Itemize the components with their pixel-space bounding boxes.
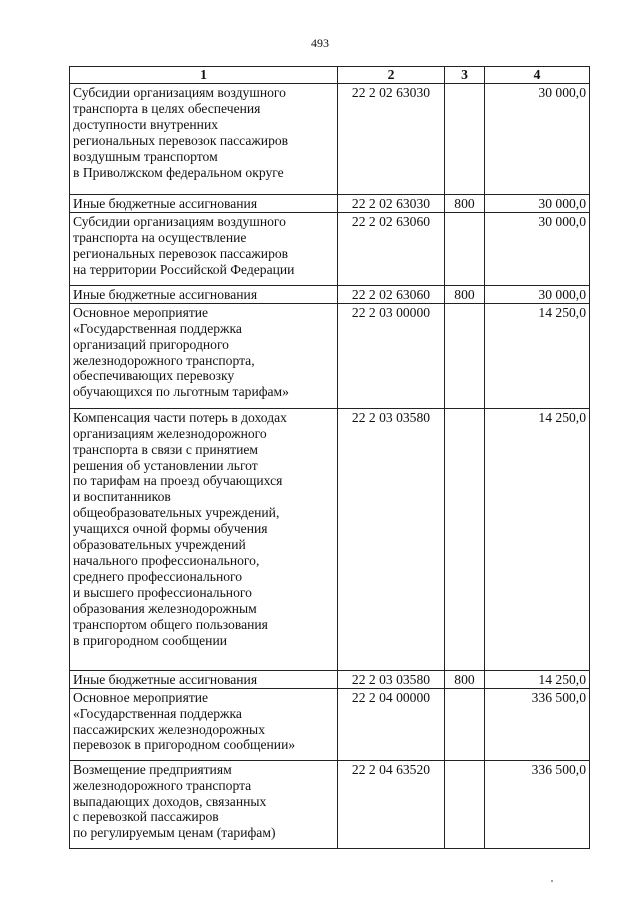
table-row	[70, 195, 590, 213]
row-code: 22 2 03 03580	[338, 408, 445, 670]
row-type	[445, 212, 485, 285]
row-code: 22 2 03 03580	[338, 670, 445, 688]
row-type	[445, 760, 485, 848]
budget-table	[69, 66, 590, 849]
row-name: Иные бюджетные ассигнования	[70, 195, 338, 213]
page-number: 493	[311, 36, 329, 50]
row-code: 22 2 04 00000	[338, 688, 445, 760]
row-amount: 14 250,0	[485, 408, 590, 670]
row-amount: 336 500,0	[485, 760, 590, 848]
row-name: Основное мероприятие «Государственная поддержка организаций пригородного железнодорожного транспорта, обеспечивающих перевозку обучающихся по льготным тарифам»	[70, 303, 338, 408]
row-code: 22 2 02 63030	[338, 195, 445, 213]
row-name: Компенсация части потерь в доходах организациям железнодорожного транспорта в связи с принятием решения об установлении льгот по тарифам на проезд обучающихся и воспитанников общеобразовательных учреждений, учащихся очной формы обучения образовательных учреждений начального профессионального, среднего профессионального и высшего профессионального образования железнодорожным транспортом общего пользования в пригородном сообщении	[70, 408, 338, 670]
row-amount: 336 500,0	[485, 688, 590, 760]
table-row	[70, 303, 590, 408]
row-amount: 14 250,0	[485, 303, 590, 408]
row-name: Иные бюджетные ассигнования	[70, 670, 338, 688]
row-code: 22 2 03 00000	[338, 303, 445, 408]
table-row	[70, 670, 590, 688]
row-type: 800	[445, 285, 485, 303]
header-cell-name: 1	[70, 67, 338, 84]
row-amount: 30 000,0	[485, 285, 590, 303]
header-cell-code: 2	[338, 67, 445, 84]
table-row	[70, 212, 590, 285]
header-cell-amount: 4	[485, 67, 590, 84]
row-type	[445, 688, 485, 760]
row-name: Субсидии организациям воздушного транспорта в целях обеспечения доступности внутренних региональных перевозок пассажиров воздушным транспортом в Приволжском федеральном округе	[70, 84, 338, 195]
table-row	[70, 408, 590, 670]
row-code: 22 2 02 63060	[338, 285, 445, 303]
row-amount: 30 000,0	[485, 195, 590, 213]
row-name: Субсидии организациям воздушного транспорта на осуществление региональных перевозок пассажиров на территории Российской Федерации	[70, 212, 338, 285]
row-code: 22 2 04 63520	[338, 760, 445, 848]
table-row	[70, 285, 590, 303]
row-amount: 30 000,0	[485, 212, 590, 285]
row-type: 800	[445, 670, 485, 688]
table-row	[70, 84, 590, 195]
row-type	[445, 408, 485, 670]
row-type	[445, 303, 485, 408]
row-name: Основное мероприятие «Государственная поддержка пассажирских железнодорожных перевозок в пригородном сообщении»	[70, 688, 338, 760]
row-amount: 30 000,0	[485, 84, 590, 195]
table-row	[70, 688, 590, 760]
header-row	[70, 67, 590, 84]
scan-speck	[551, 880, 553, 882]
header-cell-type: 3	[445, 67, 485, 84]
row-type	[445, 84, 485, 195]
row-code: 22 2 02 63060	[338, 212, 445, 285]
row-type: 800	[445, 195, 485, 213]
table-row	[70, 760, 590, 848]
row-amount: 14 250,0	[485, 670, 590, 688]
row-name: Возмещение предприятиям железнодорожного транспорта выпадающих доходов, связанных с перевозкой пассажиров по регулируемым ценам (тарифам)	[70, 760, 338, 848]
row-code: 22 2 02 63030	[338, 84, 445, 195]
row-name: Иные бюджетные ассигнования	[70, 285, 338, 303]
